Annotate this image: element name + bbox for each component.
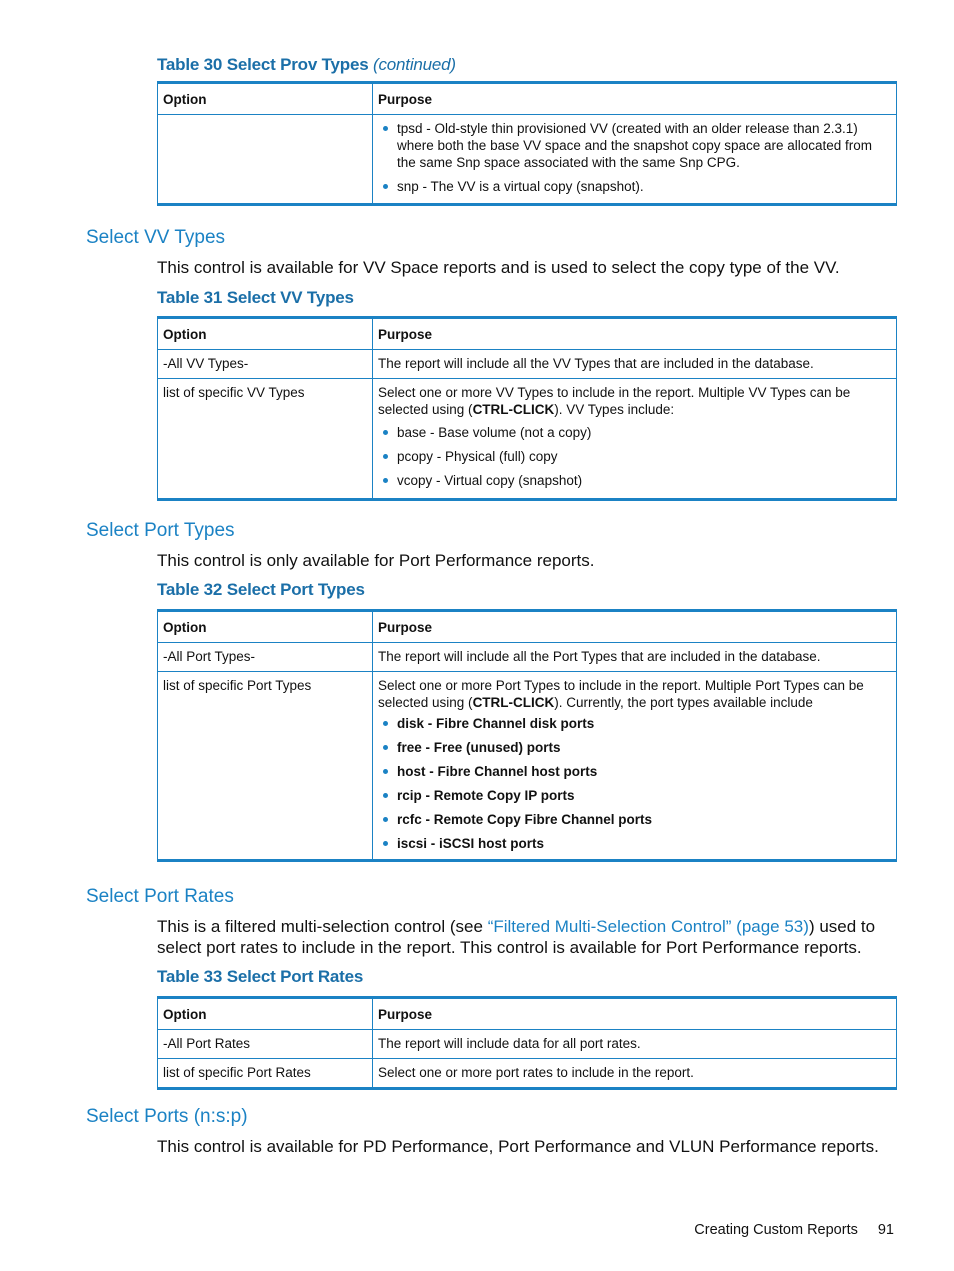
table-30: [157, 81, 897, 206]
option-cell: list of specific Port Rates: [158, 1059, 373, 1089]
footer-section-title: Creating Custom Reports: [694, 1222, 858, 1238]
purpose-cell: The report will include data for all port rates.: [373, 1030, 897, 1059]
purpose-text: ). Currently, the port types available include: [554, 695, 813, 710]
ports-description: This control is available for PD Performance, Port Performance and VLUN Performance reports.: [157, 1137, 879, 1156]
port-types-description: This control is only available for Port Performance reports.: [157, 551, 595, 570]
key-combo: CTRL-CLICK: [472, 695, 555, 710]
table-31-caption: Table 31 Select VV Types: [157, 288, 354, 307]
purpose-text: Select one or more VV Types to include in the report. Multiple VV Types can be selected using (: [378, 385, 851, 417]
table-32: [157, 609, 897, 862]
key-combo: CTRL-CLICK: [472, 402, 555, 417]
option-cell: list of specific VV Types: [158, 379, 373, 500]
table-33: [157, 996, 897, 1090]
list-item: vcopy - Virtual copy (snapshot): [378, 472, 891, 489]
list-item: base - Base volume (not a copy): [378, 424, 891, 441]
purpose-cell: Select one or more port rates to include in the report.: [373, 1059, 897, 1089]
table-row: [158, 1059, 897, 1089]
header-purpose: Purpose: [373, 611, 897, 643]
table-header-row: [158, 998, 897, 1030]
header-option: Option: [158, 998, 373, 1030]
table-row: [158, 350, 897, 379]
list-item: snp - The VV is a virtual copy (snapshot).: [378, 178, 891, 195]
list-item: free - Free (unused) ports: [378, 739, 891, 756]
table-header-row: [158, 83, 897, 115]
section-title-vv-types: Select VV Types: [86, 227, 226, 248]
list-item: rcfc - Remote Copy Fibre Channel ports: [378, 811, 891, 828]
option-cell: -All Port Rates: [158, 1030, 373, 1059]
section-title-port-types: Select Port Types: [86, 520, 235, 541]
description-text: ) used to select port rates to include in the report. This control is available for Port Performance reports.: [157, 917, 876, 957]
table-row: [158, 379, 897, 500]
bullet-list: [378, 715, 891, 852]
option-cell: [158, 115, 373, 205]
page-number: 91: [877, 1222, 894, 1238]
table-33-caption: Table 33 Select Port Rates: [157, 967, 364, 986]
page-footer: [694, 1222, 894, 1238]
table-30-caption-text: Table 30 Select Prov Types: [157, 55, 369, 74]
list-item: disk - Fibre Channel disk ports: [378, 715, 891, 732]
header-purpose: Purpose: [373, 83, 897, 115]
table-31: [157, 316, 897, 501]
table-row: [158, 672, 897, 861]
vv-types-description: This control is available for VV Space reports and is used to select the copy type of the VV.: [157, 258, 840, 277]
list-item: rcip - Remote Copy IP ports: [378, 787, 891, 804]
description-text: This is a filtered multi-selection control (see: [157, 917, 488, 936]
table-32-caption: Table 32 Select Port Types: [157, 580, 365, 599]
table-row: [158, 115, 897, 205]
option-cell: -All Port Types-: [158, 643, 373, 672]
header-option: Option: [158, 318, 373, 350]
purpose-cell: The report will include all the VV Types that are included in the database.: [373, 350, 897, 379]
purpose-text: ). VV Types include:: [554, 402, 675, 417]
header-purpose: Purpose: [373, 318, 897, 350]
purpose-text: Select one or more Port Types to include in the report. Multiple Port Types can be selected using (: [378, 678, 864, 710]
cross-reference-link[interactable]: “Filtered Multi-Selection Control” (page 53): [487, 917, 809, 936]
header-purpose: Purpose: [373, 998, 897, 1030]
list-item: pcopy - Physical (full) copy: [378, 448, 891, 465]
purpose-cell: [373, 672, 897, 861]
continued-label: (continued): [373, 55, 456, 74]
table-30-caption: [157, 55, 456, 75]
table-row: [158, 1030, 897, 1059]
purpose-cell: [373, 379, 897, 500]
option-cell: list of specific Port Types: [158, 672, 373, 861]
list-item: iscsi - iSCSI host ports: [378, 835, 891, 852]
table-row: [158, 643, 897, 672]
bullet-list: [378, 424, 891, 489]
bullet-list: [378, 120, 891, 195]
table-header-row: [158, 318, 897, 350]
port-rates-description: [157, 916, 897, 958]
section-title-port-rates: Select Port Rates: [86, 886, 234, 907]
section-title-ports: Select Ports (n:s:p): [86, 1106, 248, 1127]
table-header-row: [158, 611, 897, 643]
purpose-cell: The report will include all the Port Types that are included in the database.: [373, 643, 897, 672]
purpose-cell: [373, 115, 897, 205]
header-option: Option: [158, 611, 373, 643]
list-item: tpsd - Old-style thin provisioned VV (created with an older release than 2.3.1) where both the base VV space and the snapshot copy space are allocated from the same Snp space associated with the same Snp CPG.: [378, 120, 891, 171]
header-option: Option: [158, 83, 373, 115]
option-cell: -All VV Types-: [158, 350, 373, 379]
list-item: host - Fibre Channel host ports: [378, 763, 891, 780]
